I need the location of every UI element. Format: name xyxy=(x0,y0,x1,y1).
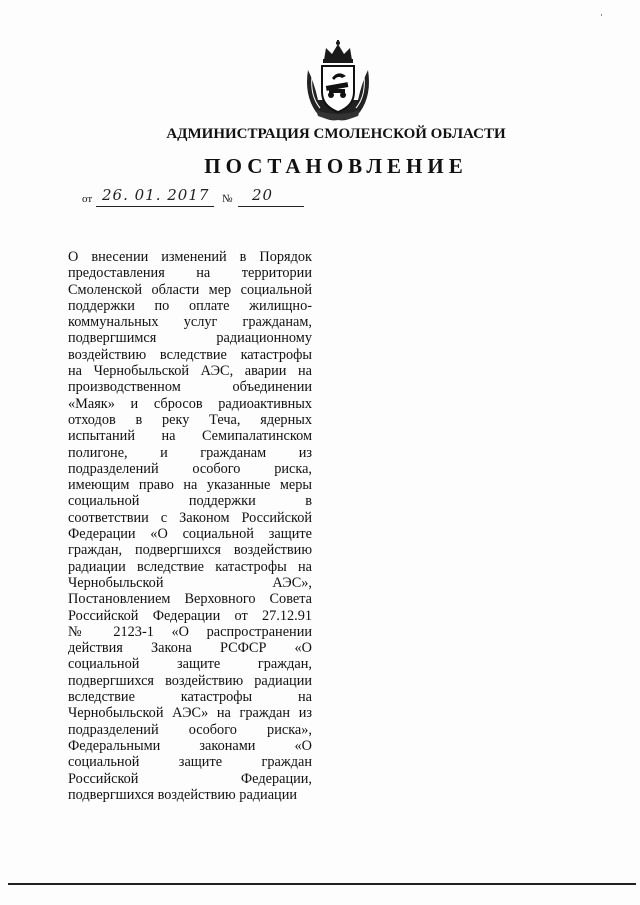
body-line: подразделений особого риска, xyxy=(68,460,312,477)
body-line: социальной защите граждан xyxy=(68,754,312,771)
handwritten-number: 20 xyxy=(252,186,274,204)
document-subject-text xyxy=(68,249,312,803)
body-line: Смоленской области мер социальной xyxy=(68,281,312,298)
body-line: О внесении изменений в Порядок xyxy=(68,249,312,265)
date-number-line xyxy=(82,186,322,208)
page-bottom-rule xyxy=(8,883,636,885)
organization-title: АДМИНИСТРАЦИЯ СМОЛЕНСКОЙ ОБЛАСТИ xyxy=(166,126,506,142)
body-line: граждан, подвергшихся воздействию xyxy=(68,542,312,559)
body-line: вследствие катастрофы на xyxy=(68,689,312,706)
body-line: Чернобыльской АЭС» на граждан из xyxy=(68,705,312,722)
body-line: Федерации «О социальной защите xyxy=(68,526,312,543)
date-underline xyxy=(96,206,214,207)
number-label: № xyxy=(222,193,233,205)
body-line: социальной защите граждан, xyxy=(68,656,312,673)
body-line: «Маяк» и сбросов радиоактивных xyxy=(68,395,312,412)
handwritten-date: 26. 01. 2017 xyxy=(102,186,210,204)
body-line: отходов в реку Теча, ядерных xyxy=(68,411,312,428)
body-line: поддержки по оплате жилищно- xyxy=(68,297,312,314)
body-line: предоставления на территории xyxy=(68,265,312,282)
body-line: испытаний на Семипалатинском xyxy=(68,428,312,445)
smolensk-coat-of-arms-icon xyxy=(302,40,374,124)
body-line: радиации вследствие катастрофы на xyxy=(68,558,312,575)
body-line: воздействию вследствие катастрофы xyxy=(68,346,312,363)
body-line: подвергшихся воздействию радиации xyxy=(68,786,298,803)
body-line: подвергшимся радиационному xyxy=(68,330,312,347)
body-line: Постановлением Верховного Совета xyxy=(68,591,312,608)
body-line: Федеральными законами «О xyxy=(68,737,312,754)
body-line: № 2123-1 «О распространении xyxy=(68,623,312,640)
body-line: Российской Федерации от 27.12.91 xyxy=(68,607,312,624)
body-line: коммунальных услуг гражданам, xyxy=(68,314,312,331)
body-line: социальной поддержки в xyxy=(68,493,312,510)
body-line: на Чернобыльской АЭС, аварии на xyxy=(68,363,312,380)
number-underline xyxy=(238,206,304,207)
body-line: соответствии с Законом Российской xyxy=(68,509,312,526)
body-line: полигоне, и гражданам из xyxy=(68,444,312,461)
date-from-label: от xyxy=(82,193,93,205)
body-line: производственном объединении xyxy=(68,379,312,396)
body-line: подвергшихся воздействию радиации xyxy=(68,672,312,689)
body-line: Чернобыльской АЭС», xyxy=(68,574,312,591)
body-line: подразделений особого риска», xyxy=(68,721,312,738)
scan-artifact xyxy=(601,14,602,16)
body-line: действия Закона РСФСР «О xyxy=(68,640,312,657)
document-type-heading: ПОСТАНОВЛЕНИЕ xyxy=(204,154,468,178)
body-line: имеющим право на указанные меры xyxy=(68,477,312,494)
body-line: Российской Федерации, xyxy=(68,770,312,787)
